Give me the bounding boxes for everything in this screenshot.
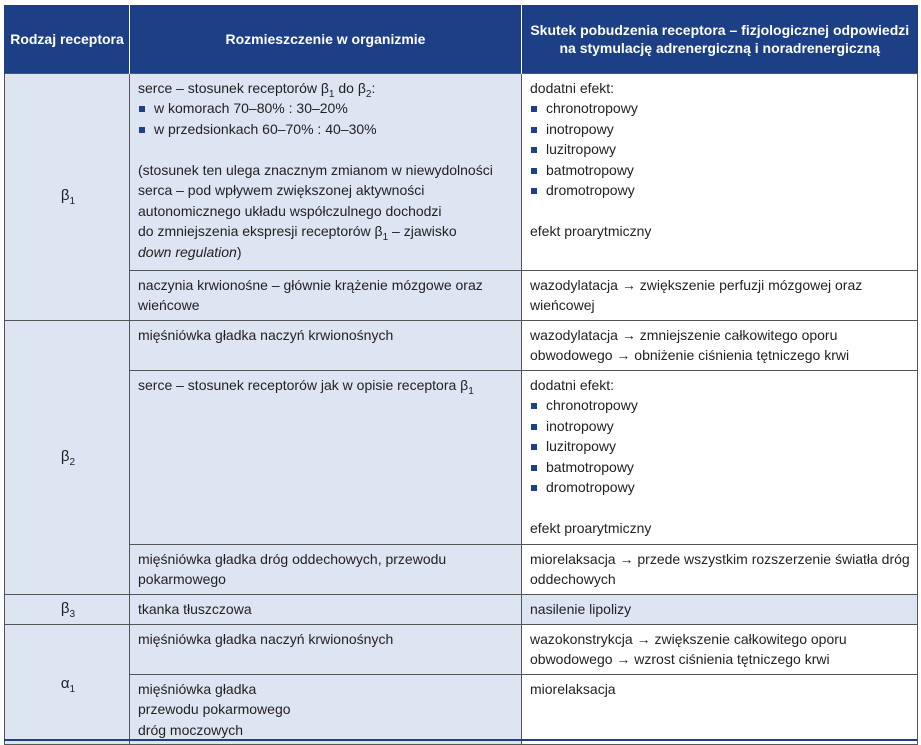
list-item: chronotropowy <box>530 98 911 119</box>
location-cell: mięśniówka gładka naczyń krwionośnych <box>130 624 522 674</box>
note-text: ) <box>236 243 242 260</box>
subscript: 2 <box>365 88 372 100</box>
receptor-symbol: α <box>60 675 70 692</box>
receptor-cell-b1 <box>5 73 130 320</box>
effect-cell: wazokonstrykcja → zwiększenie całkowitego oporu obwodowego → wzrost ciśnienia tętniczego krwi <box>522 624 918 674</box>
list-item: w komorach 70–80% : 30–20% <box>138 98 515 119</box>
table-bottom-rule <box>4 739 917 741</box>
list-item: dromotropowy <box>530 180 911 201</box>
list-item: luzitropowy <box>530 436 911 457</box>
receptor-cell-b2 <box>5 320 130 594</box>
location-cell <box>130 370 522 544</box>
list-item: batmotropowy <box>530 160 911 181</box>
header-location: Rozmieszczenie w organizmie <box>130 5 522 73</box>
table-row-a1-smooth <box>5 624 918 674</box>
effect-bullet-list <box>530 98 911 201</box>
location-cell <box>130 674 522 745</box>
location-bullet-list <box>138 98 515 139</box>
list-item: dromotropowy <box>530 477 911 498</box>
receptor-table <box>4 5 918 745</box>
table-row-b1-heart <box>5 73 918 270</box>
effect-cell: miorelaksacja → przede wszystkim rozszerzenie światła dróg oddechowych <box>522 544 918 594</box>
location-text: serce – stosunek receptorów β <box>138 79 329 96</box>
location-note <box>138 160 515 263</box>
note-italic-term: down regulation <box>138 243 237 260</box>
effect-cell <box>522 73 918 270</box>
receptor-subscript: 1 <box>69 196 76 208</box>
effect-extra: efekt proarytmiczny <box>530 223 652 239</box>
subscript: 1 <box>468 385 474 397</box>
effect-cell: wazodylatacja → zmniejszenie całkowitego oporu obwodowego → obniżenie ciśnienia tętniczego krwi <box>522 320 918 370</box>
receptor-subscript: 3 <box>69 608 76 620</box>
subscript: 1 <box>328 88 335 100</box>
table-row-b2-heart <box>5 370 918 544</box>
location-cell: mięśniówka gładka dróg oddechowych, przewodu pokarmowego <box>130 544 522 594</box>
note-line: serca – pod wpływem zwiększonej aktywności <box>138 182 425 198</box>
location-cell: naczynia krwionośne – głównie krążenie mózgowe oraz wieńcowe <box>130 270 522 320</box>
receptor-subscript: 2 <box>69 456 76 468</box>
list-item: luzitropowy <box>530 139 911 160</box>
receptor-symbol: β <box>60 187 70 205</box>
header-effect: Skutek pobudzenia receptora – fizjologicznej odpowiedzi na stymulację adrenergiczną i noradrenergiczną <box>522 5 918 73</box>
list-item: chronotropowy <box>530 395 911 416</box>
location-cell: tkanka tłuszczowa <box>130 594 522 624</box>
note-text: do zmniejszenia ekspresji receptorów β <box>138 223 383 239</box>
effect-bullet-list <box>530 395 911 498</box>
table-row-a1-gi <box>5 674 918 745</box>
table-row-b3 <box>5 594 918 624</box>
header-receptor-type: Rodzaj receptora <box>5 5 130 73</box>
receptor-symbol: β <box>60 599 70 617</box>
subscript: 1 <box>382 232 389 243</box>
note-text: – zjawisko <box>388 223 457 239</box>
list-item: w przedsionkach 60–70% : 40–30% <box>138 119 515 140</box>
receptor-symbol: β <box>60 447 70 465</box>
list-item: inotropowy <box>530 416 911 437</box>
location-text: serce – stosunek receptorów jak w opisie receptora β <box>138 376 469 393</box>
note-line: autonomicznego układu współczulnego dochodzi <box>138 202 442 219</box>
location-cell <box>130 73 522 270</box>
receptor-cell-a1 <box>5 624 130 745</box>
note-line <box>138 221 515 242</box>
receptor-subscript: 1 <box>69 684 76 695</box>
table-row-b2-smooth <box>5 320 918 370</box>
effect-cell: nasilenie lipolizy <box>522 594 918 624</box>
table-row-b1-vessels <box>5 270 918 320</box>
location-line: dróg moczowych <box>138 721 244 738</box>
location-text: do β <box>334 79 366 96</box>
effect-extra: efekt proarytmiczny <box>530 520 652 536</box>
note-line: (stosunek ten ulega znacznym zmianom w niewydolności <box>138 161 493 178</box>
note-line <box>138 242 515 263</box>
effect-cell: wazodylatacja → zwiększenie perfuzji mózgowej oraz wieńcowej <box>522 270 918 320</box>
location-line: przewodu pokarmowego <box>138 701 291 717</box>
location-text: : <box>371 79 376 96</box>
header-row <box>5 5 918 73</box>
effect-cell <box>522 370 918 544</box>
list-item: inotropowy <box>530 119 911 140</box>
location-cell: mięśniówka gładka naczyń krwionośnych <box>130 320 522 370</box>
effect-cell: miorelaksacja <box>522 674 918 745</box>
location-line: mięśniówka gładka <box>138 680 257 697</box>
effect-intro: dodatni efekt: <box>530 376 615 393</box>
receptor-cell-b3 <box>5 594 130 624</box>
list-item: batmotropowy <box>530 457 911 478</box>
effect-intro: dodatni efekt: <box>530 79 615 96</box>
table-row-b2-airways <box>5 544 918 594</box>
location-intro <box>138 78 515 99</box>
